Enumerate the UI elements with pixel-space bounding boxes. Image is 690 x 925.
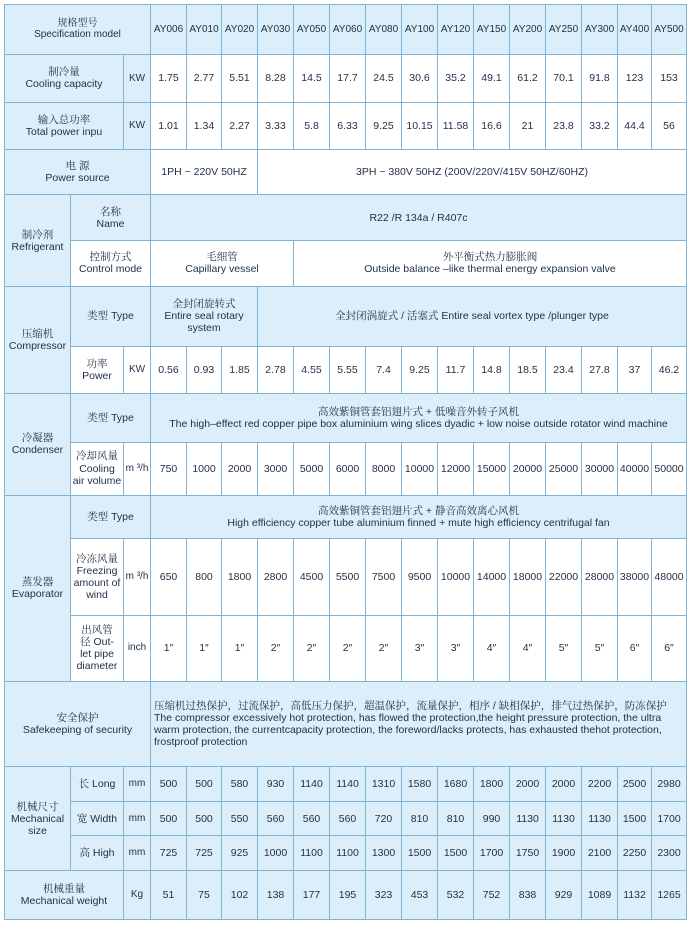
value-cell: 75 (187, 871, 222, 920)
value-cell: 2000 (222, 442, 258, 495)
value-cell: 8000 (366, 442, 402, 495)
value-cell: 2300 (652, 836, 687, 871)
value-cell: 7.4 (366, 346, 402, 393)
value-cell: 56 (652, 102, 687, 149)
model-cell: AY080 (366, 5, 402, 55)
model-cell: AY300 (582, 5, 618, 55)
value-cell: 1900 (546, 836, 582, 871)
model-cell: AY006 (151, 5, 187, 55)
value-cell: 70.1 (546, 54, 582, 102)
compressor-power-row (5, 346, 687, 393)
refrigerant-name-value: R22 /R 134a / R407c (151, 195, 687, 241)
value-cell: 20000 (510, 442, 546, 495)
model-cell: AY050 (294, 5, 330, 55)
safety-label: 安全保护 Safekeeping of security (5, 681, 151, 766)
power-source-label: 电 源 Power source (5, 149, 151, 195)
condenser-air-row (5, 442, 687, 495)
refrigerant-name-label: 名称 Name (71, 195, 151, 241)
value-cell: 1089 (582, 871, 618, 920)
value-cell: 61.2 (510, 54, 546, 102)
value-cell: 2250 (618, 836, 652, 871)
value-cell: 44.4 (618, 102, 652, 149)
unit-cell: mm (124, 767, 151, 802)
three-phase-cell: 3PH ~ 380V 50HZ (200V/220V/415V 50HZ/60HZ) (258, 149, 687, 195)
spec-table (4, 4, 687, 920)
condenser-type-row (5, 393, 687, 442)
value-cell: 752 (474, 871, 510, 920)
value-cell: 10000 (402, 442, 438, 495)
value-cell: 14.5 (294, 54, 330, 102)
model-cell: AY020 (222, 5, 258, 55)
value-cell: 1500 (438, 836, 474, 871)
value-cell: 14000 (474, 539, 510, 615)
length-label: 长 Long (71, 767, 124, 802)
value-cell: 650 (151, 539, 187, 615)
value-cell: 2″ (366, 615, 402, 681)
value-cell: 0.56 (151, 346, 187, 393)
value-cell: 18000 (510, 539, 546, 615)
value-cell: 2.77 (187, 54, 222, 102)
freezing-air-label: 冷冻风量 Freezing amount of wind (71, 539, 124, 615)
value-cell: 153 (652, 54, 687, 102)
value-cell: 9.25 (402, 346, 438, 393)
single-phase-cell: 1PH ~ 220V 50HZ (151, 149, 258, 195)
model-cell: AY200 (510, 5, 546, 55)
value-cell: 580 (222, 767, 258, 802)
value-cell: 17.7 (330, 54, 366, 102)
length-row (5, 767, 687, 802)
value-cell: 5500 (330, 539, 366, 615)
value-cell: 725 (187, 836, 222, 871)
value-cell: 33.2 (582, 102, 618, 149)
value-cell: 929 (546, 871, 582, 920)
value-cell: 5″ (546, 615, 582, 681)
evaporator-label: 蒸发器 Evaporator (5, 495, 71, 681)
value-cell: 1100 (330, 836, 366, 871)
value-cell: 40000 (618, 442, 652, 495)
value-cell: 3.33 (258, 102, 294, 149)
condenser-type-value: 高效紫铜管套铝翅片式 + 低噪音外转子风机 The high–effect red copper pipe box aluminium wing slices dyadic + low noise outside rotator wind machine (151, 393, 687, 442)
value-cell: 9.25 (366, 102, 402, 149)
value-cell: 48000 (652, 539, 687, 615)
value-cell: 10.15 (402, 102, 438, 149)
value-cell: 6″ (618, 615, 652, 681)
evaporator-type-label: 类型 Type (71, 495, 151, 539)
value-cell: 4″ (510, 615, 546, 681)
value-cell: 21 (510, 102, 546, 149)
condenser-type-label: 类型 Type (71, 393, 151, 442)
value-cell: 1800 (474, 767, 510, 802)
safety-description: 压缩机过热保护，过流保护，高低压力保护，超温保护，流量保护，相序 / 缺相保护，排气过热保护，防冻保护 The compressor excessively hot protection, has flowed the protection,the height pressure protection, the ultra warm protection, the currentcapacity protection, the foreword/lacks protects, has exhausted thehot protection, frostproof protection (151, 681, 687, 766)
value-cell: 23.4 (546, 346, 582, 393)
value-cell: 930 (258, 767, 294, 802)
value-cell: 2″ (330, 615, 366, 681)
value-cell: 91.8 (582, 54, 618, 102)
value-cell: 3″ (438, 615, 474, 681)
value-cell: 990 (474, 801, 510, 836)
value-cell: 50000 (652, 442, 687, 495)
value-cell: 1580 (402, 767, 438, 802)
value-cell: 453 (402, 871, 438, 920)
value-cell: 5.55 (330, 346, 366, 393)
value-cell: 750 (151, 442, 187, 495)
cooling-air-label: 冷却风量 Cooling air volume (71, 442, 124, 495)
value-cell: 5″ (582, 615, 618, 681)
model-cell: AY120 (438, 5, 474, 55)
value-cell: 23.8 (546, 102, 582, 149)
unit-cell: m ³/h (124, 539, 151, 615)
value-cell: 1.75 (151, 54, 187, 102)
value-cell: 7500 (366, 539, 402, 615)
value-cell: 2980 (652, 767, 687, 802)
value-cell: 2200 (582, 767, 618, 802)
power-input-label: 输入总功率 Total power inpu (5, 102, 124, 149)
value-cell: 0.93 (187, 346, 222, 393)
model-cell: AY500 (652, 5, 687, 55)
value-cell: 1000 (187, 442, 222, 495)
value-cell: 1700 (652, 801, 687, 836)
value-cell: 560 (330, 801, 366, 836)
value-cell: 22000 (546, 539, 582, 615)
model-cell: AY010 (187, 5, 222, 55)
width-label: 宽 Width (71, 801, 124, 836)
value-cell: 11.58 (438, 102, 474, 149)
unit-cell: inch (124, 615, 151, 681)
value-cell: 5.8 (294, 102, 330, 149)
power-input-row (5, 102, 687, 149)
value-cell: 177 (294, 871, 330, 920)
compressor-type-row (5, 286, 687, 346)
width-row (5, 801, 687, 836)
value-cell: 500 (151, 801, 187, 836)
cooling-capacity-label: 制冷量 Cooling capacity (5, 54, 124, 102)
value-cell: 1.85 (222, 346, 258, 393)
unit-cell: KW (124, 102, 151, 149)
spec-model-label: 规格型号 Specification model (5, 5, 151, 55)
evaporator-air-row (5, 539, 687, 615)
value-cell: 46.2 (652, 346, 687, 393)
compressor-type-label: 类型 Type (71, 286, 151, 346)
value-cell: 51 (151, 871, 187, 920)
value-cell: 6.33 (330, 102, 366, 149)
value-cell: 3000 (258, 442, 294, 495)
value-cell: 138 (258, 871, 294, 920)
value-cell: 12000 (438, 442, 474, 495)
safety-row (5, 681, 687, 766)
evaporator-type-row (5, 495, 687, 539)
model-cell: AY100 (402, 5, 438, 55)
value-cell: 1″ (222, 615, 258, 681)
value-cell: 560 (258, 801, 294, 836)
value-cell: 1300 (366, 836, 402, 871)
evaporator-type-value: 高效紫铜管套铝翅片式 + 静音高效离心风机 High efficiency copper tube aluminium finned + mute high efficiency centrifugal fan (151, 495, 687, 539)
value-cell: 9500 (402, 539, 438, 615)
value-cell: 1500 (402, 836, 438, 871)
value-cell: 500 (187, 801, 222, 836)
value-cell: 1000 (258, 836, 294, 871)
weight-row (5, 871, 687, 920)
value-cell: 1140 (294, 767, 330, 802)
value-cell: 1100 (294, 836, 330, 871)
capillary-cell: 毛细管 Capillary vessel (151, 241, 294, 287)
value-cell: 4.55 (294, 346, 330, 393)
value-cell: 1310 (366, 767, 402, 802)
value-cell: 37 (618, 346, 652, 393)
cooling-capacity-row (5, 54, 687, 102)
value-cell: 2800 (258, 539, 294, 615)
compressor-label: 压缩机 Compressor (5, 286, 71, 393)
value-cell: 4″ (474, 615, 510, 681)
value-cell: 6″ (652, 615, 687, 681)
model-cell: AY150 (474, 5, 510, 55)
unit-cell: mm (124, 836, 151, 871)
value-cell: 123 (618, 54, 652, 102)
value-cell: 2100 (582, 836, 618, 871)
value-cell: 550 (222, 801, 258, 836)
value-cell: 14.8 (474, 346, 510, 393)
value-cell: 1800 (222, 539, 258, 615)
rotary-cell: 全封闭旋转式 Entire seal rotary system (151, 286, 258, 346)
unit-cell: Kg (124, 871, 151, 920)
value-cell: 1″ (187, 615, 222, 681)
value-cell: 323 (366, 871, 402, 920)
model-cell: AY030 (258, 5, 294, 55)
value-cell: 838 (510, 871, 546, 920)
value-cell: 1.01 (151, 102, 187, 149)
value-cell: 35.2 (438, 54, 474, 102)
value-cell: 38000 (618, 539, 652, 615)
value-cell: 27.8 (582, 346, 618, 393)
value-cell: 1700 (474, 836, 510, 871)
value-cell: 2.27 (222, 102, 258, 149)
weight-label: 机械重量 Mechanical weight (5, 871, 124, 920)
value-cell: 810 (402, 801, 438, 836)
value-cell: 8.28 (258, 54, 294, 102)
value-cell: 2″ (258, 615, 294, 681)
value-cell: 1750 (510, 836, 546, 871)
value-cell: 1132 (618, 871, 652, 920)
value-cell: 532 (438, 871, 474, 920)
unit-cell: KW (124, 54, 151, 102)
value-cell: 18.5 (510, 346, 546, 393)
value-cell: 30.6 (402, 54, 438, 102)
value-cell: 4500 (294, 539, 330, 615)
value-cell: 3″ (402, 615, 438, 681)
value-cell: 1130 (546, 801, 582, 836)
value-cell: 2.78 (258, 346, 294, 393)
value-cell: 1680 (438, 767, 474, 802)
condenser-label: 冷凝器 Condenser (5, 393, 71, 495)
value-cell: 25000 (546, 442, 582, 495)
value-cell: 24.5 (366, 54, 402, 102)
value-cell: 49.1 (474, 54, 510, 102)
value-cell: 30000 (582, 442, 618, 495)
value-cell: 1265 (652, 871, 687, 920)
unit-cell: m ³/h (124, 442, 151, 495)
value-cell: 2000 (546, 767, 582, 802)
value-cell: 725 (151, 836, 187, 871)
power-source-row (5, 149, 687, 195)
model-cell: AY400 (618, 5, 652, 55)
value-cell: 102 (222, 871, 258, 920)
header-row (5, 5, 687, 55)
value-cell: 2″ (294, 615, 330, 681)
value-cell: 1130 (582, 801, 618, 836)
control-mode-row (5, 241, 687, 287)
model-cell: AY060 (330, 5, 366, 55)
value-cell: 195 (330, 871, 366, 920)
value-cell: 925 (222, 836, 258, 871)
value-cell: 1140 (330, 767, 366, 802)
expansion-valve-cell: 外平衡式热力膨胀阀 Outside balance –like thermal energy expansion valve (294, 241, 687, 287)
control-mode-label: 控制方式 Control mode (71, 241, 151, 287)
value-cell: 500 (151, 767, 187, 802)
value-cell: 28000 (582, 539, 618, 615)
value-cell: 1500 (618, 801, 652, 836)
unit-cell: mm (124, 801, 151, 836)
value-cell: 2000 (510, 767, 546, 802)
value-cell: 5.51 (222, 54, 258, 102)
value-cell: 10000 (438, 539, 474, 615)
mechanical-size-label: 机械尺寸 Mechanical size (5, 767, 71, 871)
value-cell: 15000 (474, 442, 510, 495)
height-label: 高 High (71, 836, 124, 871)
value-cell: 500 (187, 767, 222, 802)
value-cell: 5000 (294, 442, 330, 495)
value-cell: 720 (366, 801, 402, 836)
outlet-pipe-row (5, 615, 687, 681)
model-cell: AY250 (546, 5, 582, 55)
value-cell: 1130 (510, 801, 546, 836)
value-cell: 560 (294, 801, 330, 836)
value-cell: 16.6 (474, 102, 510, 149)
value-cell: 1.34 (187, 102, 222, 149)
height-row (5, 836, 687, 871)
vortex-cell: 全封闭涡旋式 / 活塞式 Entire seal vortex type /plunger type (258, 286, 687, 346)
unit-cell: KW (124, 346, 151, 393)
value-cell: 2500 (618, 767, 652, 802)
value-cell: 810 (438, 801, 474, 836)
value-cell: 800 (187, 539, 222, 615)
value-cell: 11.7 (438, 346, 474, 393)
compressor-power-label: 功率 Power (71, 346, 124, 393)
outlet-pipe-label: 出风管 径 Out- let pipe diameter (71, 615, 124, 681)
value-cell: 6000 (330, 442, 366, 495)
value-cell: 1″ (151, 615, 187, 681)
refrigerant-name-row (5, 195, 687, 241)
refrigerant-label: 制冷剂 Refrigerant (5, 195, 71, 287)
